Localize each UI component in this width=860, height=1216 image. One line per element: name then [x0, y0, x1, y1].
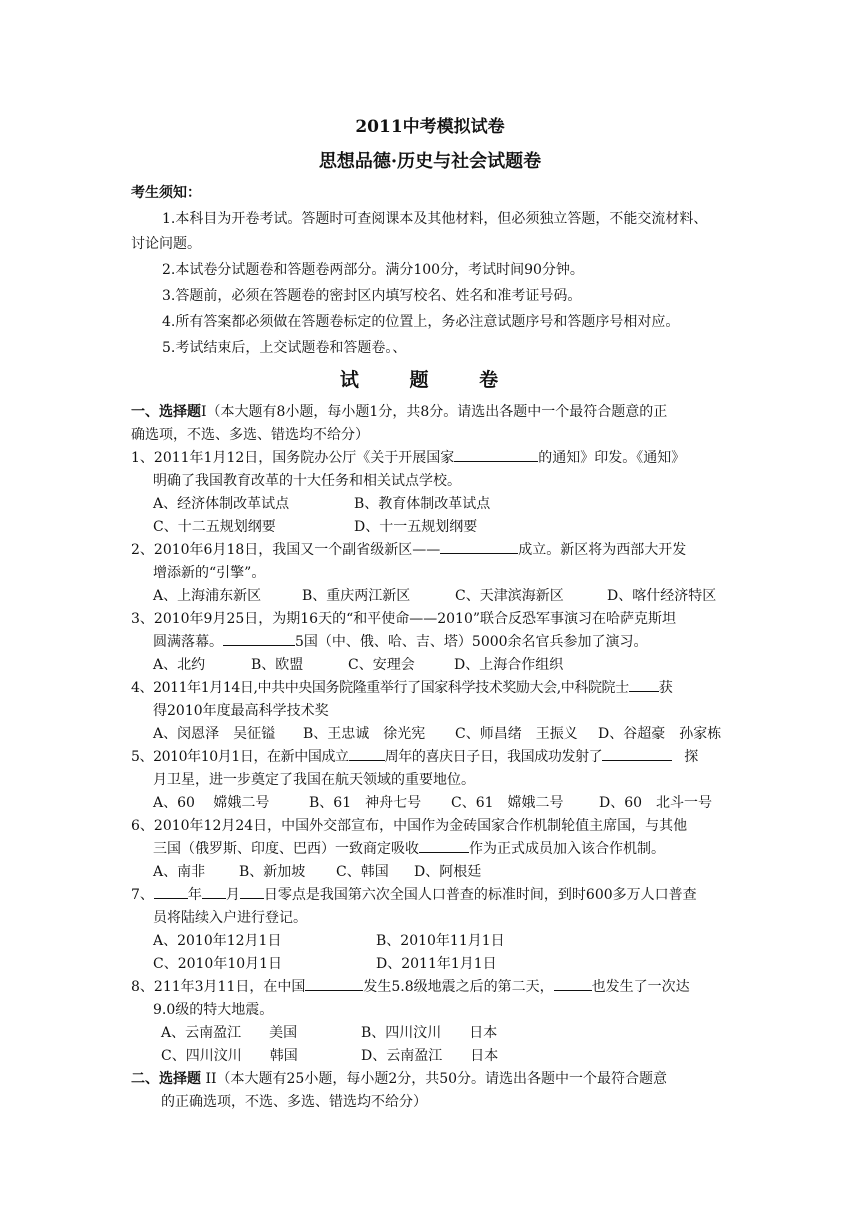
option-b: B、61 神舟七号 — [309, 795, 422, 811]
answer-blank — [440, 539, 518, 554]
option-b: B、四川汶川 日本 — [361, 1025, 498, 1041]
section-title: 试 题 卷 — [339, 369, 521, 391]
option-b: B、王忠诚 徐光宪 — [303, 726, 426, 742]
option-c: C、四川汶川 韩国 — [161, 1048, 298, 1064]
option-b: B、2010年11月1日 — [376, 933, 505, 949]
answer-blank — [454, 447, 538, 462]
answer-blank — [223, 631, 295, 646]
option-d: D、谷超豪 孙家栋 — [598, 726, 722, 742]
option-c: C、韩国 — [336, 864, 389, 880]
notice-item-2: 2.本试卷分试题卷和答题卷两部分。满分100分，考试时间90分钟。 — [162, 262, 584, 278]
option-d: D、上海合作组织 — [454, 657, 564, 673]
answer-blank — [202, 884, 226, 899]
question-3: 3、2010年9月25日，为期16天的“和平使命——2010”联合反恐军事演习在哈萨克斯坦 — [131, 611, 677, 627]
part2-instructions: II（本大题有25小题，每小题2分，共50分。请选出各题中一个最符合题意 — [201, 1071, 668, 1087]
question-7: 7、 年 月 日零点是我国第六次全国人口普查的标准时间，到时600多万人口普查 — [131, 884, 697, 906]
option-b: B、教育体制改革试点 — [354, 496, 491, 512]
question-4: 4、2011年1月14日,中共中央国务院隆重举行了国家科学技术奖励大会,中科院院士 获 — [131, 677, 672, 699]
part1-header — [131, 401, 667, 423]
question-7-cont: 员将陆续入户进行登记。 — [153, 910, 307, 926]
option-c: C、天津滨海新区 — [455, 588, 564, 604]
notice-item-1: 1.本科目为开卷考试。答题时可查阅课本及其他材料，但必须独立答题，不能交流材料、 — [162, 211, 708, 227]
question-8-cont: 9.0级的特大地震。 — [153, 1002, 274, 1018]
option-d: D、60 北斗一号 — [599, 795, 713, 811]
option-b: B、新加坡 — [239, 864, 306, 880]
answer-blank — [629, 677, 659, 692]
part2-header — [131, 1068, 667, 1090]
question-4-cont: 得2010年度最高科学技术奖 — [153, 703, 329, 719]
notice-item-5: 5.考试结束后，上交试题卷和答题卷。、 — [162, 340, 407, 356]
part1-instructions-cont: 确选项，不选、多选、错选均不给分） — [131, 427, 369, 443]
question-5: 5、2010年10月1日，在新中国成立 周年的喜庆日子日，我国成功发射了 探 — [131, 746, 698, 768]
notice-heading: 考生须知： — [131, 185, 201, 201]
notice-item-4: 4.所有答案都必须做在答题卷标定的位置上，务必注意试题序号和答题序号相对应。 — [162, 314, 680, 330]
answer-blank — [305, 976, 363, 991]
exam-title: 2011中考模拟试卷 — [355, 117, 505, 137]
option-c: C、师昌绪 王振义 — [455, 726, 578, 742]
question-6-cont: 三国（俄罗斯、印度、巴西）一致商定吸收 作为正式成员加入该合作机制。 — [153, 838, 665, 860]
question-2-cont: 增添新的“引擎”。 — [153, 565, 266, 581]
part2-instructions-cont: 的正确选项，不选、多选、错选均不给分） — [161, 1094, 427, 1110]
exam-subtitle: 思想品德·历史与社会试题卷 — [318, 151, 542, 172]
answer-blank — [419, 838, 469, 853]
notice-item-3: 3.答题前，必须在答题卷的密封区内填写校名、姓名和准考证号码。 — [162, 288, 582, 304]
question-3-cont: 圆满落幕。 5国（中、俄、哈、吉、塔）5000余名官兵参加了演习。 — [153, 631, 648, 653]
option-b: B、重庆两江新区 — [302, 588, 411, 604]
option-a: A、上海浦东新区 — [153, 588, 262, 604]
option-d: D、阿根廷 — [414, 864, 482, 880]
answer-blank — [154, 884, 188, 899]
answer-blank — [602, 746, 672, 761]
option-b: B、欧盟 — [251, 657, 304, 673]
option-d: D、喀什经济特区 — [607, 588, 717, 604]
option-a: A、闵恩泽 吴征镒 — [153, 726, 276, 742]
part1-label: 一、选择题 — [131, 404, 201, 420]
question-2: 2、2010年6月18日，我国又一个副省级新区—— 成立。新区将为西部大开发 — [131, 539, 686, 561]
answer-blank — [240, 884, 264, 899]
option-a: A、北约 — [153, 657, 206, 673]
option-c: C、十二五规划纲要 — [153, 519, 276, 535]
option-c: C、61 嫦娥二号 — [451, 795, 564, 811]
question-1: 1、2011年1月12日，国务院办公厅《关于开展国家 的通知》印发。《通知》 — [131, 447, 685, 469]
question-8: 8、211年3月11日，在中国 发生5.8级地震之后的第二天， 也发生了一次达 — [131, 976, 690, 998]
question-6: 6、2010年12月24日，中国外交部宣布，中国作为金砖国家合作机制轮值主席国，与其他 — [131, 818, 688, 834]
part1-instructions: I（本大题有8小题，每小题1分，共8分。请选出各题中一个最符合题意的正 — [201, 404, 668, 420]
answer-blank — [554, 976, 592, 991]
option-c: C、2010年10月1日 — [153, 956, 283, 972]
option-a: A、60 嫦娥二号 — [153, 795, 270, 811]
notice-item-1-cont: 讨论问题。 — [131, 236, 201, 252]
option-a: A、南非 — [153, 864, 206, 880]
part2-label: 二、选择题 — [131, 1071, 201, 1087]
option-a: A、2010年12月1日 — [153, 933, 282, 949]
question-1-cont: 明确了我国教育改革的十大任务和相关试点学校。 — [153, 473, 461, 489]
question-5-cont: 月卫星，进一步奠定了我国在航天领域的重要地位。 — [153, 772, 475, 788]
answer-blank — [349, 746, 385, 761]
option-d: D、云南盈江 日本 — [361, 1048, 499, 1064]
option-d: D、2011年1月1日 — [376, 956, 497, 972]
option-d: D、十一五规划纲要 — [354, 519, 478, 535]
option-a: A、经济体制改革试点 — [153, 496, 290, 512]
option-c: C、安理会 — [348, 657, 415, 673]
option-a: A、云南盈江 美国 — [161, 1025, 298, 1041]
